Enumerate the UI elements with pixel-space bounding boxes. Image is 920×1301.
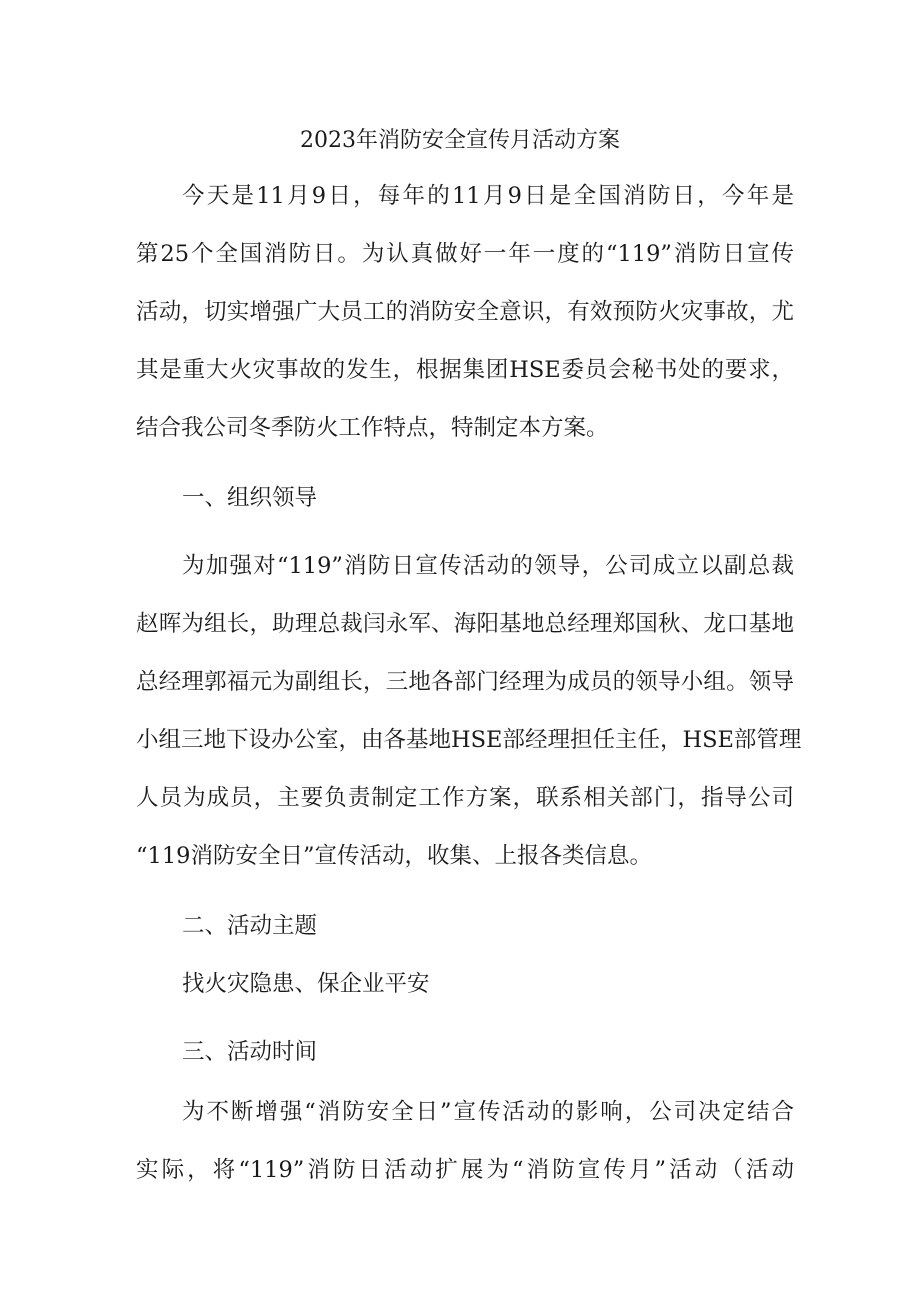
paragraph-line: 为加强对“119”消防日宣传活动的领导，公司成立以副总裁 [182,553,794,579]
paragraph-line: 人员为成员，主要负责制定工作方案，联系相关部门，指导公司 [136,785,794,811]
paragraph-line: 第25个全国消防日。为认真做好一年一度的“119”消防日宣传 [136,241,794,267]
paragraph-line: 结合我公司冬季防火工作特点，特制定本方案。 [136,415,609,441]
paragraph-line: 小组三地下设办公室，由各基地HSE部经理担任主任，HSE部管理 [136,727,802,753]
paragraph-line: 赵晖为组长，助理总裁闫永军、海阳基地总经理郑国秋、龙口基地 [136,611,794,637]
paragraph-line: 活动，切实增强广大员工的消防安全意识，有效预防火灾事故，尤 [136,299,794,325]
theme-text: 找火灾隐患、保企业平安 [182,971,430,997]
paragraph-line: 实际，将“119”消防日活动扩展为“消防宣传月”活动（活动 [136,1157,794,1183]
paragraph-line: “119消防安全日”宣传活动，收集、上报各类信息。 [136,843,652,869]
paragraph-line: 其是重大火灾事故的发生，根据集团HSE委员会秘书处的要求， [136,357,794,383]
section-heading: 二、活动主题 [182,913,318,939]
section-heading: 一、组织领导 [182,485,318,511]
document-title: 2023年消防安全宣传月活动方案 [300,128,620,153]
paragraph-line: 总经理郭福元为副组长，三地各部门经理为成员的领导小组。领导 [136,669,794,695]
paragraph-line: 今天是11月9日，每年的11月9日是全国消防日，今年是 [182,183,794,209]
section-heading: 三、活动时间 [182,1039,318,1065]
paragraph-line: 为不断增强“消防安全日”宣传活动的影响，公司决定结合 [182,1099,794,1125]
